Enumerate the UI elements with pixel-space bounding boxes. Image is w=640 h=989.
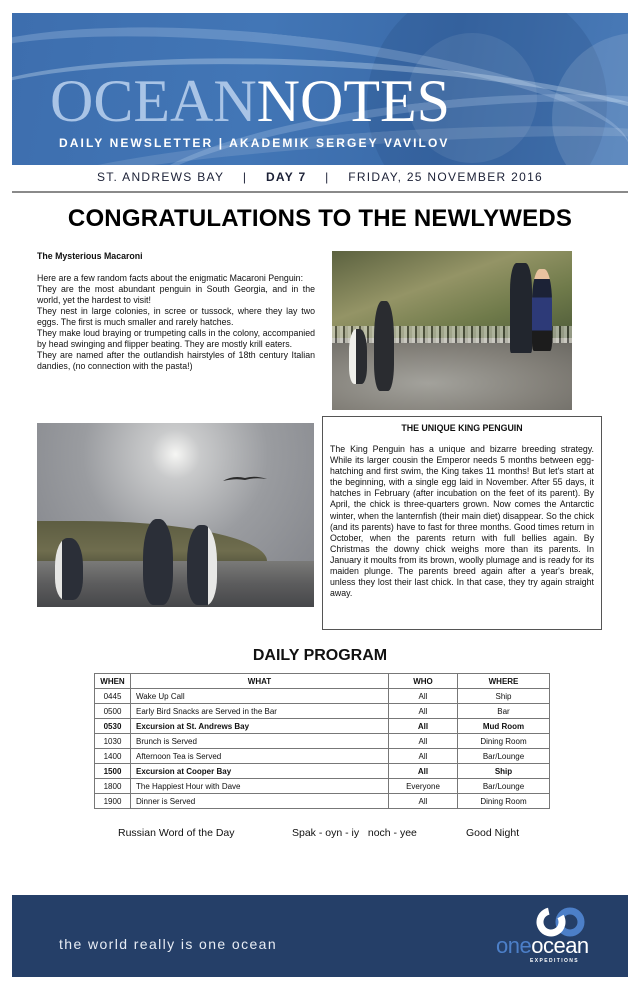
photo-bride (532, 269, 552, 351)
cell-where: Ship (458, 764, 550, 779)
cell-what: The Happiest Hour with Dave (131, 779, 389, 794)
footer-tagline: the world really is one ocean (59, 936, 278, 952)
separator: | (242, 170, 248, 184)
macaroni-article (37, 251, 315, 372)
table-row (95, 719, 550, 734)
cell-what: Afternoon Tea is Served (131, 749, 389, 764)
cell-what: Excursion at St. Andrews Bay (131, 719, 389, 734)
king-penguin-heading: THE UNIQUE KING PENGUIN (401, 423, 523, 433)
cell-who: All (389, 764, 458, 779)
table-row (95, 734, 550, 749)
russian-word-pronunciation: Spak - oyn - iy noch - yee (292, 827, 417, 839)
one-ocean-logo (492, 907, 617, 967)
date: FRIDAY, 25 NOVEMBER 2016 (348, 170, 544, 184)
logo-ocean: ocean (531, 933, 589, 958)
cell-where: Bar/Lounge (458, 749, 550, 764)
program-table (94, 673, 550, 809)
logo-wordmark (496, 935, 589, 957)
king-penguin-article (322, 416, 602, 630)
cell-who: All (389, 689, 458, 704)
cell-when: 1900 (95, 794, 131, 809)
cell-where: Bar/Lounge (458, 779, 550, 794)
cell-when: 0500 (95, 704, 131, 719)
cell-when: 0445 (95, 689, 131, 704)
column-header-where: WHERE (458, 674, 550, 689)
cell-who: All (389, 734, 458, 749)
cell-who: All (389, 719, 458, 734)
cell-what: Dinner is Served (131, 794, 389, 809)
photo-penguin (143, 519, 173, 605)
cell-where: Dining Room (458, 794, 550, 809)
photo-penguin (374, 301, 394, 391)
column-header-when: WHEN (95, 674, 131, 689)
headline: CONGRATULATIONS TO THE NEWLYWEDS (67, 205, 573, 232)
macaroni-paragraph: Here are a few random facts about the enigmatic Macaroni Penguin: (37, 273, 304, 283)
cell-where: Ship (458, 689, 550, 704)
table-header-row (95, 674, 550, 689)
macaroni-paragraph: They are the most abundant penguin in South Georgia, and in the world, yet the hardest to visit! (37, 284, 315, 305)
photo-penguin (349, 329, 367, 384)
table-row (95, 764, 550, 779)
cell-what: Brunch is Served (131, 734, 389, 749)
macaroni-paragraph: They are named after the outlandish hairstyles of 18th century Italian dandies, (no connection with the pasta!) (37, 350, 315, 371)
cell-who: Everyone (389, 779, 458, 794)
photo-penguin (187, 525, 217, 605)
logo-expeditions: EXPEDITIONS (530, 958, 580, 964)
day-number: DAY 7 (265, 170, 307, 184)
cell-who: All (389, 749, 458, 764)
footer-banner (12, 895, 628, 977)
cell-what: Wake Up Call (131, 689, 389, 704)
macaroni-paragraph: They make loud braying or trumpeting calls in the colony, accompanied by head swinging and flipper beating. They are mostly krill eaters. (37, 328, 315, 349)
russian-word-meaning: Good Night (466, 827, 520, 839)
cell-where: Mud Room (458, 719, 550, 734)
location: ST. ANDREWS BAY (96, 170, 225, 184)
logo-one: one (496, 933, 532, 958)
newlyweds-photo (332, 251, 572, 410)
cell-when: 0530 (95, 719, 131, 734)
photo-ground (332, 343, 572, 410)
separator: | (325, 170, 330, 184)
macaroni-paragraph: They nest in large colonies, in scree or tussock, where they lay two eggs. The first is much smaller and rarely hatches. (37, 306, 315, 327)
title-ocean: OCEAN (50, 68, 257, 134)
divider (12, 191, 628, 193)
cell-when: 1800 (95, 779, 131, 794)
cell-when: 1400 (95, 749, 131, 764)
cell-who: All (389, 794, 458, 809)
title-notes: NOTES (256, 68, 451, 134)
cell-what: Excursion at Cooper Bay (131, 764, 389, 779)
table-row (95, 689, 550, 704)
russian-word-label: Russian Word of the Day (118, 827, 235, 839)
cell-where: Dining Room (458, 734, 550, 749)
king-penguin-body: The King Penguin has a unique and bizarre breeding strategy. While its larger cousin the Emperor needs 5 months between egg-hatching and first swim, the King takes 11 months! But let's start at the beginning, with a single egg laid in November. After 55 days, it hatches in February (after incubation on the feet of its parent). By April, the chick is three-quarters grown. Now comes the Antarctic winter, when the lanternfish (their main diet) disappear. So the chick (and its parents) have to fast for three months. Good times return in October, when the parents return with full bellies again. By Christmas the downy chick weighs more than its parents. In January it moults from its brown, woolly plumage and is ready for its maiden plunge. The parents breed again after a year's break, unless they lost their last chick. In that case, they try again straight away. (330, 444, 595, 599)
cell-when: 1030 (95, 734, 131, 749)
dateline (0, 170, 640, 184)
table-row (95, 704, 550, 719)
program-title: DAILY PROGRAM (252, 647, 388, 664)
photo-penguin (55, 538, 83, 600)
column-header-what: WHAT (131, 674, 389, 689)
photo-groom (510, 263, 532, 353)
newsletter-title (50, 68, 451, 134)
table-row (95, 779, 550, 794)
masthead-banner (12, 13, 628, 165)
cell-when: 1500 (95, 764, 131, 779)
newsletter-subtitle: DAILY NEWSLETTER | AKADEMIK SERGEY VAVILOV (59, 136, 450, 150)
bird-icon (223, 475, 267, 483)
column-header-who: WHO (389, 674, 458, 689)
cell-where: Bar (458, 704, 550, 719)
cell-who: All (389, 704, 458, 719)
table-row (95, 794, 550, 809)
cell-what: Early Bird Snacks are Served in the Bar (131, 704, 389, 719)
table-row (95, 749, 550, 764)
macaroni-heading: The Mysterious Macaroni (37, 251, 143, 261)
king-penguins-photo (37, 423, 314, 607)
